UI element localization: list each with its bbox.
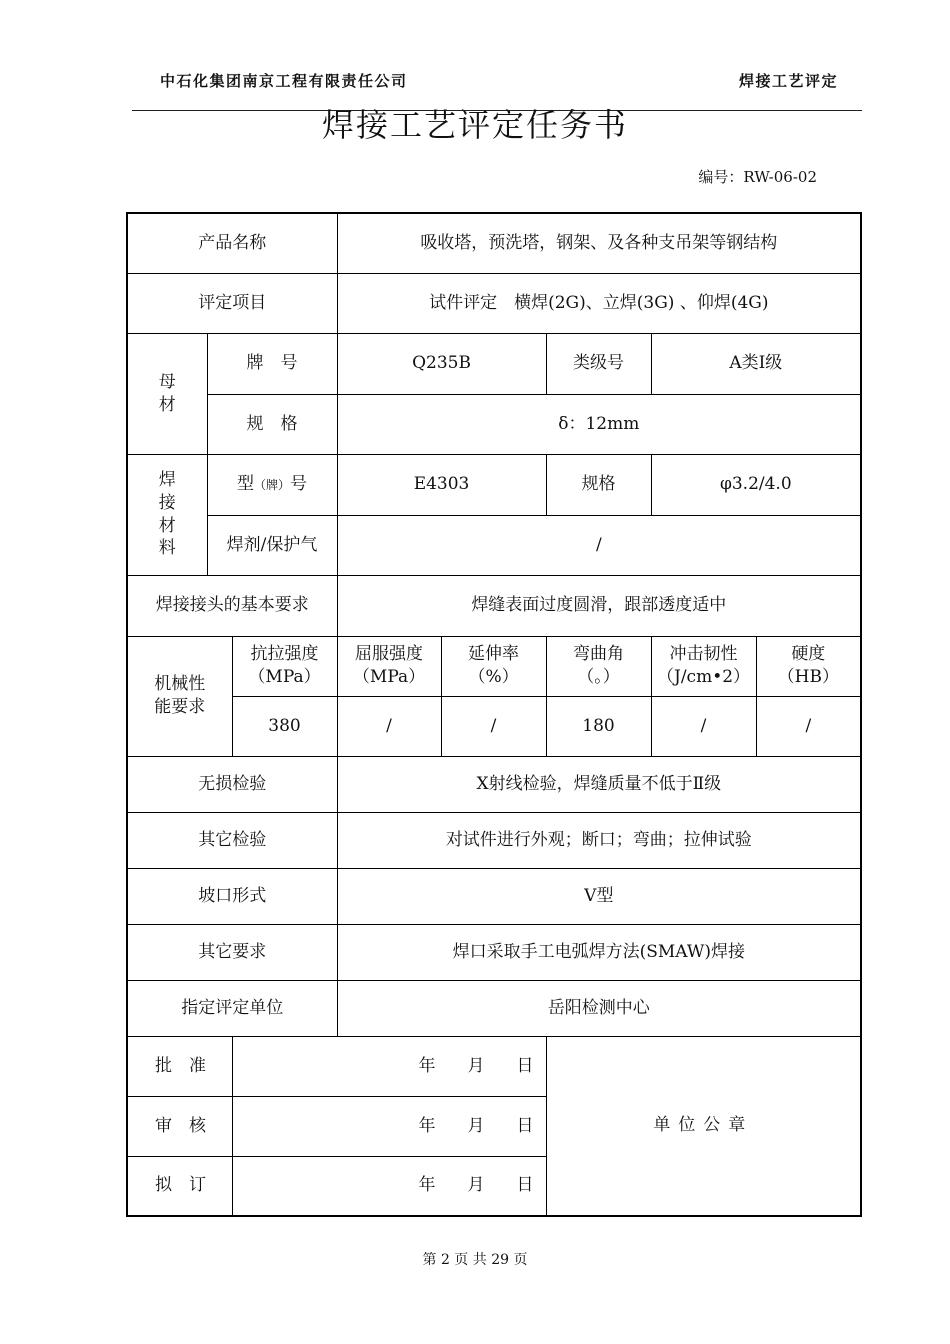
bend-angle-name: 弯曲角 <box>573 644 625 665</box>
review-day: 日 <box>516 1115 534 1136</box>
welding-material-char-2: 接 <box>158 492 176 513</box>
product-name-label: 产品名称 <box>127 213 337 273</box>
mech-header-yield <box>337 636 441 696</box>
joint-requirement-value: 焊缝表面过度圆滑，跟部透度适中 <box>337 575 861 636</box>
yield-value: / <box>337 696 441 756</box>
ndt-label: 无损检验 <box>127 756 337 812</box>
evaluation-item-label: 评定项目 <box>127 273 337 333</box>
review-label: 审 核 <box>127 1096 232 1156</box>
review-month: 月 <box>467 1115 485 1136</box>
review-date <box>232 1096 546 1156</box>
designated-unit-label: 指定评定单位 <box>127 980 337 1036</box>
tensile-unit: （MPa） <box>248 667 321 687</box>
row-designated-unit <box>127 980 861 1036</box>
groove-form-value: V型 <box>337 868 861 924</box>
wm-spec-value: φ3.2/4.0 <box>651 454 861 515</box>
model-label-part-b: （牌） <box>254 478 291 493</box>
yield-name: 屈服强度 <box>355 644 424 665</box>
row-base-metal-spec <box>127 394 861 454</box>
unit-seal: 单位公章 <box>546 1036 861 1216</box>
row-product-name <box>127 213 861 273</box>
welding-material-char-3: 材 <box>158 515 176 536</box>
row-ndt <box>127 756 861 812</box>
ndt-value: X射线检验，焊缝质量不低于Ⅱ级 <box>337 756 861 812</box>
base-spec-label: 规 格 <box>207 394 337 454</box>
other-inspection-value: 对试件进行外观；断口；弯曲；拉伸试验 <box>337 812 861 868</box>
joint-requirement-label: 焊接接头的基本要求 <box>127 575 337 636</box>
welding-material-char-4: 料 <box>158 538 176 559</box>
mech-header-hardness <box>756 636 861 696</box>
row-approve <box>127 1036 861 1096</box>
row-groove-form <box>127 868 861 924</box>
evaluation-item-value: 试件评定 横焊(2G)、立焊(3G) 、仰焊(4G) <box>337 273 861 333</box>
mech-header-impact <box>651 636 756 696</box>
document-number: 编号：RW-06-02 <box>698 168 817 186</box>
flux-value: / <box>337 515 861 575</box>
bend-angle-value: 180 <box>546 696 651 756</box>
row-base-metal-grade <box>127 333 861 394</box>
impact-unit: （J/cm•2） <box>657 667 751 687</box>
model-value: E4303 <box>337 454 546 515</box>
hardness-unit: （HB） <box>777 667 839 687</box>
model-label-part-a: 型 <box>237 474 254 495</box>
base-metal-char-1: 母 <box>158 371 176 392</box>
row-evaluation-item <box>127 273 861 333</box>
row-other-requirement <box>127 924 861 980</box>
draft-day: 日 <box>516 1175 534 1196</box>
bend-angle-unit: （。） <box>577 667 620 687</box>
elongation-value: / <box>441 696 546 756</box>
approve-day: 日 <box>516 1055 534 1076</box>
mech-header-tensile <box>232 636 337 696</box>
tensile-value: 380 <box>232 696 337 756</box>
other-inspection-label: 其它检验 <box>127 812 337 868</box>
draft-month: 月 <box>467 1175 485 1196</box>
draft-date <box>232 1156 546 1216</box>
mechanical-label-line1: 机械性 <box>154 674 206 695</box>
other-requirement-label: 其它要求 <box>127 924 337 980</box>
base-spec-value: δ：12mm <box>337 394 861 454</box>
wm-spec-label: 规格 <box>546 454 651 515</box>
row-mechanical-headers <box>127 636 861 696</box>
hardness-name: 硬度 <box>791 644 826 665</box>
grade-value: Q235B <box>337 333 546 394</box>
row-mechanical-values <box>127 696 861 756</box>
mechanical-label-line2: 能要求 <box>154 697 206 717</box>
other-requirement-value: 焊口采取手工电弧焊方法(SMAW)焊接 <box>337 924 861 980</box>
class-label: 类级号 <box>546 333 651 394</box>
review-year: 年 <box>418 1115 436 1136</box>
document-title: 焊接工艺评定任务书 <box>321 106 628 144</box>
draft-year: 年 <box>418 1175 436 1196</box>
elongation-unit: （%） <box>468 667 519 687</box>
welding-material-group-label <box>127 454 207 575</box>
impact-value: / <box>651 696 756 756</box>
row-other-inspection <box>127 812 861 868</box>
mechanical-label <box>127 636 232 756</box>
company-name: 中石化集团南京工程有限责任公司 <box>160 72 408 90</box>
flux-label: 焊剂/保护气 <box>207 515 337 575</box>
approve-year: 年 <box>418 1055 436 1076</box>
hardness-value: / <box>756 696 861 756</box>
designated-unit-value: 岳阳检测中心 <box>337 980 861 1036</box>
model-label-part-c: 号 <box>290 474 308 495</box>
row-joint-requirement <box>127 575 861 636</box>
impact-name: 冲击韧性 <box>669 644 738 665</box>
approve-month: 月 <box>467 1055 485 1076</box>
tensile-name: 抗拉强度 <box>250 644 319 665</box>
section-title: 焊接工艺评定 <box>738 72 838 90</box>
elongation-name: 延伸率 <box>468 644 520 665</box>
product-name-value: 吸收塔，预洗塔，钢架、及各种支吊架等钢结构 <box>337 213 861 273</box>
model-label <box>207 454 337 515</box>
row-welding-flux <box>127 515 861 575</box>
groove-form-label: 坡口形式 <box>127 868 337 924</box>
mech-header-elongation <box>441 636 546 696</box>
approve-label: 批 准 <box>127 1036 232 1096</box>
class-value: A类Ⅰ级 <box>651 333 861 394</box>
page-footer: 第 2 页 共 29 页 <box>422 1252 528 1268</box>
welding-material-char-1: 焊 <box>158 469 176 490</box>
draft-label: 拟 订 <box>127 1156 232 1216</box>
yield-unit: （MPa） <box>352 667 426 687</box>
approve-date <box>232 1036 546 1096</box>
task-form-table <box>126 212 862 1217</box>
grade-label: 牌 号 <box>207 333 337 394</box>
mech-header-bend-angle <box>546 636 651 696</box>
row-welding-material-model <box>127 454 861 515</box>
base-metal-char-2: 材 <box>158 394 176 415</box>
base-metal-group-label <box>127 333 207 454</box>
